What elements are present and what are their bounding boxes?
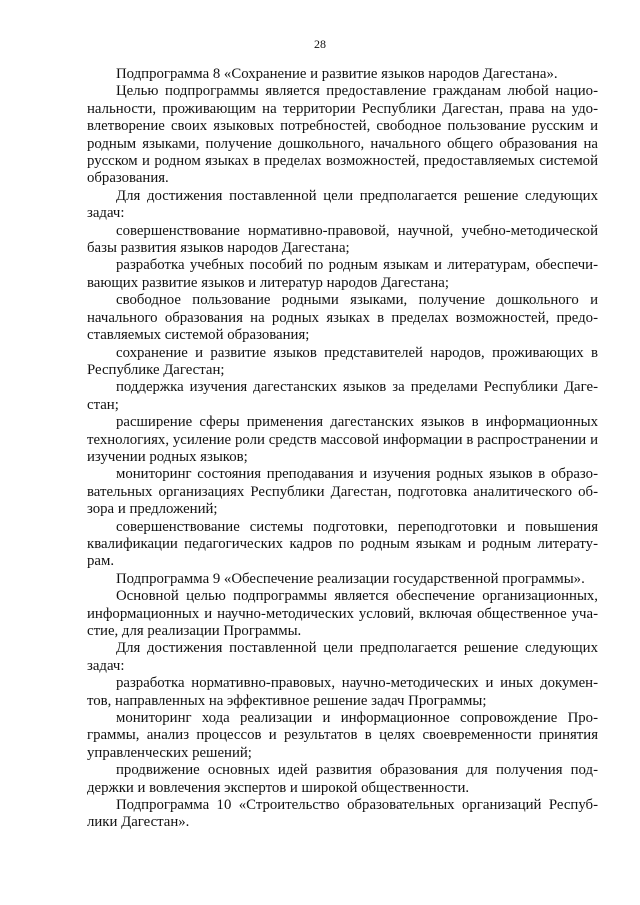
paragraph: Подпрограмма 8 «Сохранение и развитие языков народов Дагестана».: [116, 66, 558, 82]
paragraph: Основной целью подпрограммы является обеспечение организационных, информационных и научно-методических условий, включая общественное участие, для реализации Программы.: [87, 588, 598, 639]
paragraph: Подпрограмма 10 «Строительство образовательных организаций Республики Дагестан».: [87, 797, 598, 831]
paragraph: разработка учебных пособий по родным языкам и литературам, обеспечивающих развитие языков и литератур народов Дагестана;: [87, 257, 598, 291]
paragraph: мониторинг хода реализации и информационное сопровождение Программы, анализ процессов и результатов в целях своевременности принятия управленческих решений;: [87, 710, 598, 761]
paragraph: продвижение основных идей развития образования для получения поддержки и вовлечения экспертов и широкой общественности.: [87, 762, 598, 796]
paragraph: сохранение и развитие языков представителей народов, проживающих в Республике Дагестан;: [87, 344, 598, 378]
paragraph: поддержка изучения дагестанских языков за пределами Республики Дагестан;: [87, 379, 598, 413]
paragraph: Подпрограмма 9 «Обеспечение реализации государственной программы».: [116, 570, 585, 587]
paragraph: свободное пользование родными языками, получение дошкольного и начального образования на родных языках в пределах возможностей, предоставляемых системой образования;: [87, 292, 598, 344]
paragraph: Для достижения поставленной цели предполагается решение следующих задач:: [87, 640, 598, 674]
paragraph: мониторинг состояния преподавания и изучения родных языков в образовательных организациях Республики Дагестан, подготовка аналитического обзора и предложений;: [87, 466, 598, 518]
page-number: 28: [314, 37, 326, 51]
paragraph: совершенствование нормативно-правовой, научной, учебно-методической базы развития языков народов Дагестана;: [87, 222, 598, 257]
paragraph: расширение сферы применения дагестанских языков в информационных технологиях, усиление роли средств массовой информации в распространении и изучении родных языков;: [87, 414, 598, 465]
document-body: [87, 66, 598, 832]
paragraph: Целью подпрограммы является предоставление гражданам любой национальности, проживающим на территории Республики Дагестан, права на удовлетворение своих языковых потребностей, свободное пользование русским и родным языками, получение дошкольного, начального общего образования на русском и родном языках в пределах возможностей, предоставляемых системой образования.: [87, 83, 598, 187]
paragraph: Для достижения поставленной цели предполагается решение следующих задач:: [87, 187, 598, 222]
paragraph: разработка нормативно-правовых, научно-методических и иных документов, направленных на эффективное решение задач Программы;: [87, 675, 598, 709]
paragraph: совершенствование системы подготовки, переподготовки и повышения квалификации педагогических кадров по родным языкам и родным литературам.: [87, 518, 598, 570]
